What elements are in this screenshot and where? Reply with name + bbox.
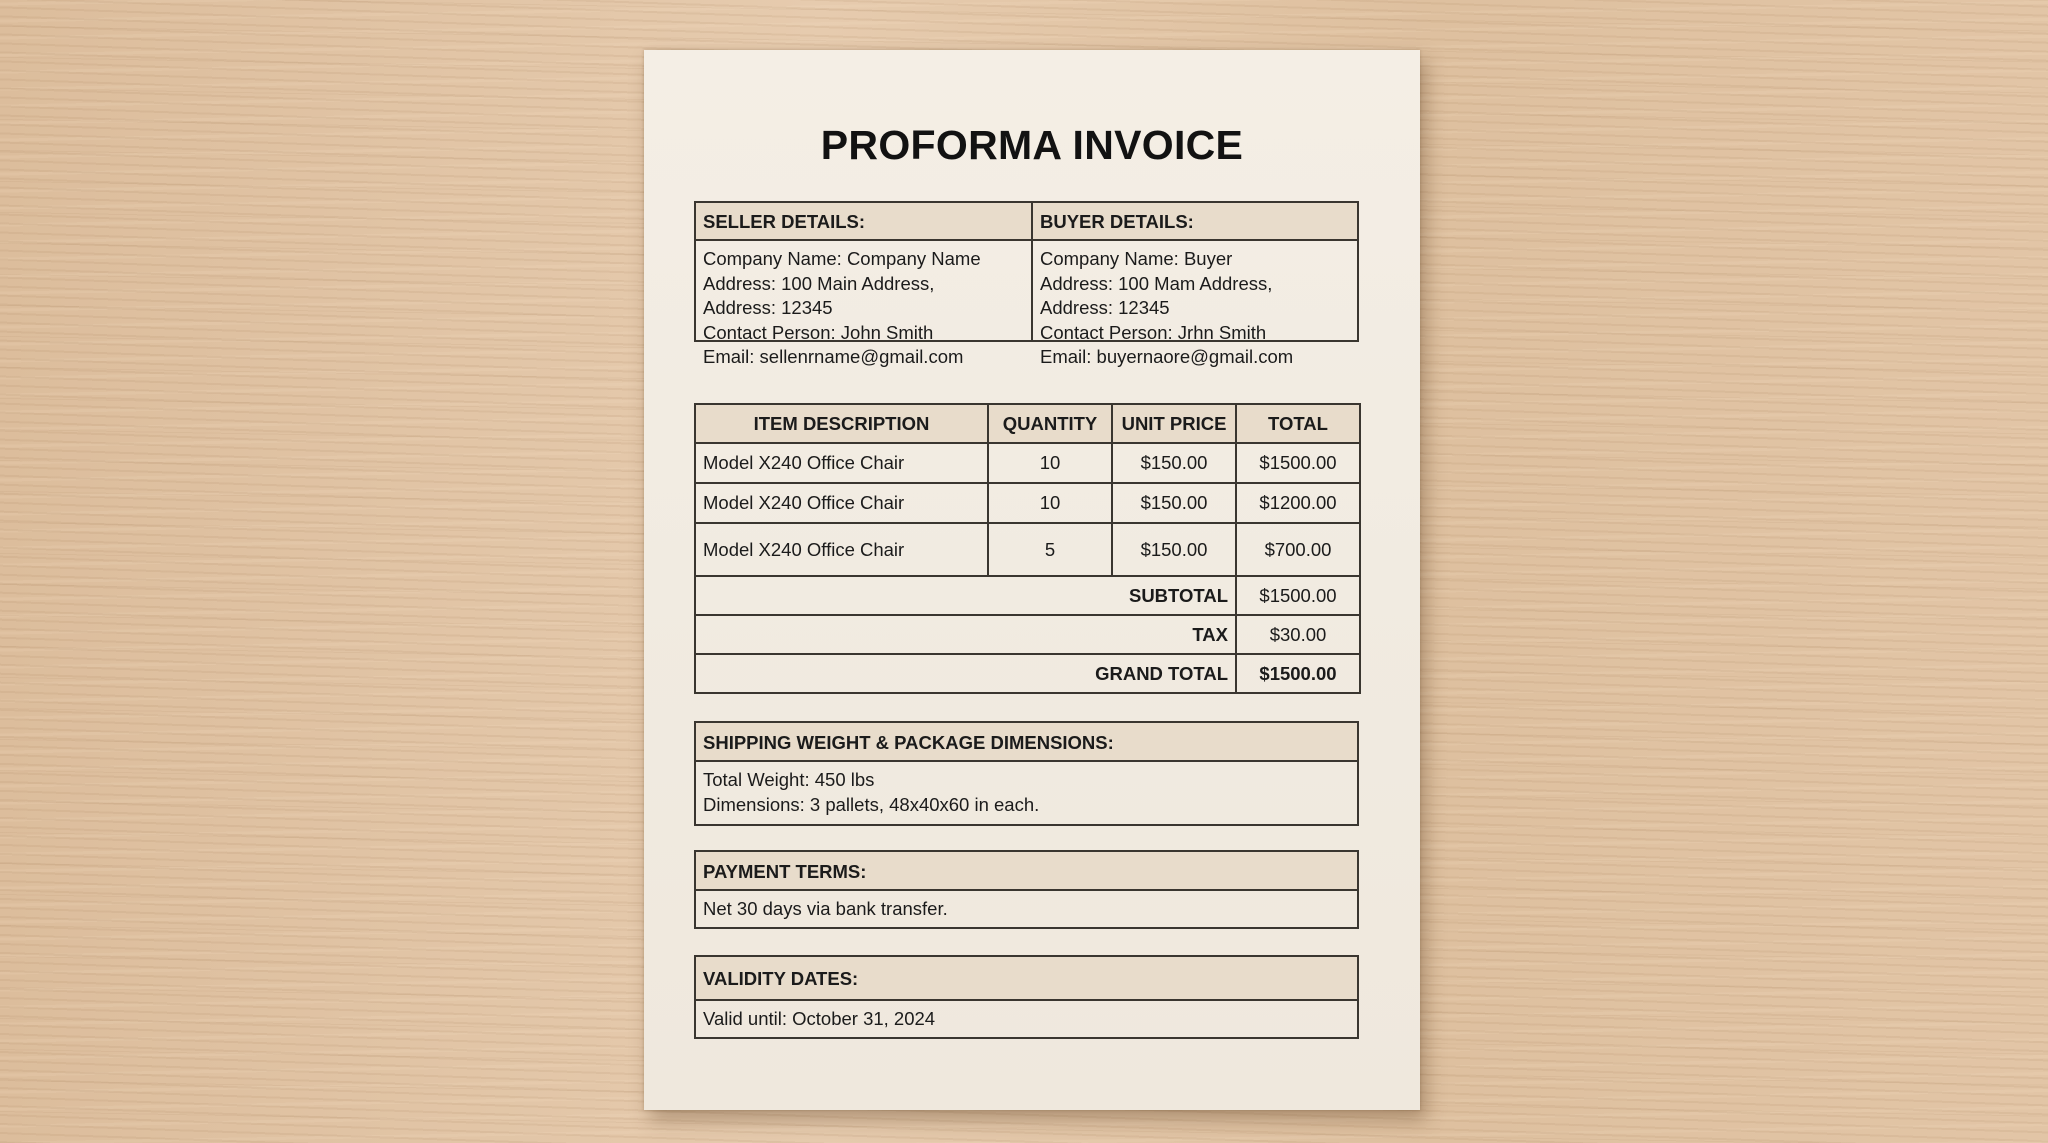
shipping-dimensions: Dimensions: 3 pallets, 48x40x60 in each. (703, 793, 1040, 815)
payment-terms-header: PAYMENT TERMS: (696, 852, 1357, 891)
payment-terms-text: Net 30 days via bank transfer. (703, 898, 948, 919)
seller-header: SELLER DETAILS: (696, 203, 1031, 241)
items-table (694, 403, 1361, 694)
item-unit-price: $150.00 (1112, 483, 1236, 523)
seller-address-line-1: Address: 100 Main Address, (703, 272, 935, 294)
column-header-unit-price: UNIT PRICE (1112, 404, 1236, 443)
tax-row (695, 615, 1360, 654)
column-header-quantity: QUANTITY (988, 404, 1112, 443)
item-total: $700.00 (1236, 523, 1360, 576)
buyer-details (1033, 203, 1357, 367)
grand-total-label: GRAND TOTAL (695, 654, 1236, 693)
item-description: Model X240 Office Chair (695, 443, 988, 483)
subtotal-value: $1500.00 (1236, 576, 1360, 615)
buyer-info (1033, 241, 1357, 376)
tax-value: $30.00 (1236, 615, 1360, 654)
table-row (695, 523, 1360, 576)
shipping-weight: Total Weight: 450 lbs (703, 769, 875, 790)
items-header-row (695, 404, 1360, 443)
invoice-title: PROFORMA INVOICE (820, 122, 1244, 168)
item-quantity: 5 (988, 523, 1112, 576)
column-header-total: TOTAL (1236, 404, 1360, 443)
validity-section (694, 955, 1359, 1039)
buyer-company: Company Name: Buyer (1040, 248, 1233, 269)
payment-terms-section (694, 850, 1359, 929)
seller-details (696, 203, 1033, 367)
buyer-contact: Contact Person: Jrhn Smith (1040, 321, 1267, 343)
item-description: Model X240 Office Chair (695, 483, 988, 523)
table-row (695, 483, 1360, 523)
grand-total-value: $1500.00 (1236, 654, 1360, 693)
tax-label: TAX (695, 615, 1236, 654)
shipping-section (694, 721, 1359, 826)
seller-email: Email: sellenrname@gmail.com (703, 346, 964, 367)
invoice-paper (644, 50, 1420, 1110)
party-details (694, 201, 1359, 367)
subtotal-row (695, 576, 1360, 615)
grand-total-row (695, 654, 1360, 693)
buyer-header: BUYER DETAILS: (1033, 203, 1357, 241)
item-description: Model X240 Office Chair (695, 523, 988, 576)
item-total: $1500.00 (1236, 443, 1360, 483)
item-unit-price: $150.00 (1112, 443, 1236, 483)
seller-info (696, 241, 1031, 376)
seller-address-line-2: Address: 12345 (703, 297, 833, 318)
validity-text: Valid until: October 31, 2024 (703, 1008, 936, 1029)
item-unit-price: $150.00 (1112, 523, 1236, 576)
item-quantity: 10 (988, 483, 1112, 523)
buyer-address-line-1: Address: 100 Mam Address, (1040, 272, 1273, 294)
subtotal-label: SUBTOTAL (695, 576, 1236, 615)
table-row (695, 443, 1360, 483)
buyer-address-line-2: Address: 12345 (1040, 297, 1170, 318)
column-header-description: ITEM DESCRIPTION (695, 404, 988, 443)
seller-company: Company Name: Company Name (703, 248, 981, 269)
buyer-email: Email: buyernaore@gmail.com (1040, 346, 1294, 367)
validity-header: VALIDITY DATES: (696, 957, 1357, 1001)
item-total: $1200.00 (1236, 483, 1360, 523)
shipping-info (696, 762, 1357, 823)
shipping-header: SHIPPING WEIGHT & PACKAGE DIMENSIONS: (696, 723, 1357, 762)
seller-contact: Contact Person: John Smith (703, 321, 934, 343)
item-quantity: 10 (988, 443, 1112, 483)
